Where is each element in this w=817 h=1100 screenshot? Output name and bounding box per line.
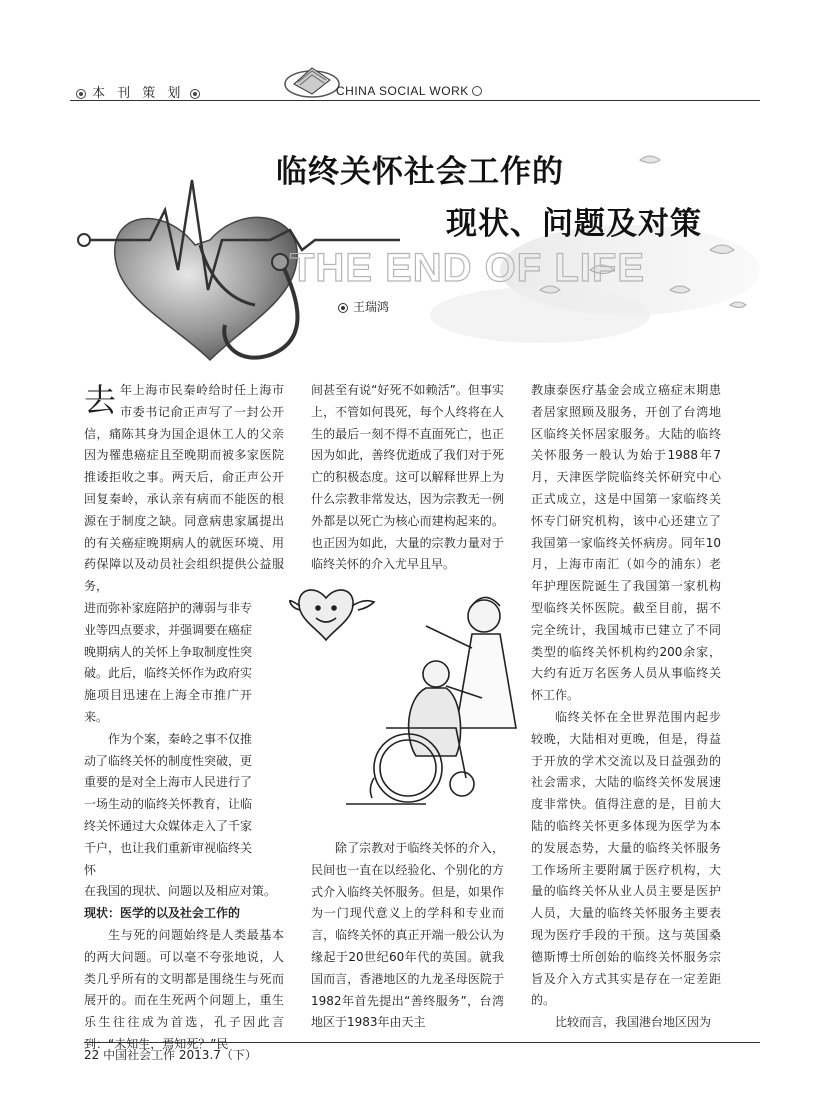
paragraph: 临终关怀在全世界范围内起步较晚，大陆相对更晚，但是，得益于开放的学术交流以及日益强劲的社会需求，大陆的临终关怀发展速度非常快。值得注意的是，目前大陆的临终关怀更多体现为医学为本的发展态势，大量的临终关怀服务工作场所主要附属于医疗机构，大量的临终关怀从业人员主要是医护人员，大量的临终关怀服务主要表现为医疗手段的干预。这与英国桑德斯博士所创始的临终关怀服务宗旨及介入方式其实是存在一定差距的。	[531, 709, 721, 1008]
text-column-3	[531, 380, 721, 1034]
paragraph: 作为个案，秦岭之事不仅推动了临终关怀的制度性突破，更重要的是对全上海市人民进行了一场生动的临终关怀教育，让临终关怀通过大众媒体走入了千家千户，也让我们重新审视临终关怀	[84, 731, 253, 877]
paragraph: 除了宗教对于临终关怀的介入，民间也一直在以经验化、个别化的方式介入临终关怀服务。但是，如果作为一门现代意义上的学科和专业而言，临终关怀的真正开端一般公认为缘起于20世纪60年代的英国。就我国而言，香港地区的九龙圣母医院于1982年首先提出“善终服务”，台湾地区于1983年由天主	[311, 841, 504, 1030]
wheelchair-illustration	[286, 578, 526, 818]
text-column-2	[311, 380, 504, 576]
bullet-icon	[76, 89, 86, 99]
magazine-name: CHINA SOCIAL WORK	[336, 84, 469, 98]
bullet-icon	[472, 86, 482, 96]
author-byline	[338, 298, 389, 315]
paragraph: 间甚至有说“好死不如赖活”。但事实上，不管如何畏死，每个人终将在人生的最后一刻不得不直面死亡，也正因为如此，善终优逝成了我们对于死亡的积极态度。这可以解释世界上为什么宗教非常发达，因为宗教无一例外都是以死亡为核心而建构起来的。也正因为如此，大量的宗教力量对于临终关怀的介入尤早且早。	[311, 383, 504, 572]
paragraph-text: 年上海市民秦岭给时任上海市市委书记俞正声写了一封公开信，痛陈其身为国企退休工人的父亲因为罹患癌症且至晚期而被多家医院推诿拒收之事。两天后，俞正声公开回复秦岭，承认亲有病而不能医的根源在于制度之缺。同意病患家属提出的有关癌症晚期病人的就医环境、用药保障以及动员社会组织提供公益服务，	[84, 383, 284, 594]
text-column-2-lower	[311, 838, 504, 1034]
section-subheading: 现状：医学的以及社会工作的	[84, 906, 241, 921]
author-name: 王瑞鸿	[353, 300, 390, 314]
footer-rule	[84, 1042, 760, 1043]
bullet-icon	[338, 303, 348, 313]
winged-heart-icon	[299, 590, 353, 640]
section-label-text: 本 刊 策 划	[92, 86, 185, 101]
title-watermark: THE END OF LIFE	[290, 246, 645, 290]
paragraph: 比较而言，我国港台地区因为	[555, 1015, 712, 1030]
text-column-1	[84, 380, 284, 1056]
paragraph: 生与死的问题始终是人类最基本的两大问题。可以毫不夸张地说，人类几乎所有的文明都是围绕生与死而展开的。而在生死两个问题上，重生乐生往往成为首选，孔子因此言到：“未知生，焉知死？”民	[84, 927, 284, 1051]
article-title-line2: 现状、问题及对策	[446, 206, 702, 242]
article-title-line1: 临终关怀社会工作的	[276, 154, 564, 190]
running-header	[70, 80, 760, 102]
paragraph	[84, 380, 284, 598]
magazine-book-icon	[284, 54, 340, 98]
paragraph: 教康泰医疗基金会成立癌症末期患者居家照顾及服务，开创了台湾地区临终关怀居家服务。大陆的临终关怀服务一般认为始于1988年7月，天津医学院临终关怀研究中心正式成立，这是中国第一家临终关怀专门研究机构，该中心还建立了我国第一家临终关怀病房。同年10月，上海市南汇（如今的浦东）老年护理医院诞生了我国第一家机构型临终关怀医院。截至目前，据不完全统计，我国城市已建立了不同类型的临终关怀机构约200余家，大约有近万名医务人员从事临终关怀工作。	[531, 383, 721, 703]
paragraph: 进而弥补家庭陪护的薄弱与非专业等四点要求，并强调要在癌症晚期病人的关怀上争取制度性突破。此后，临终关怀作为政府实施项目迅速在上海全市推广开来。	[84, 600, 253, 724]
page-footer	[84, 1046, 760, 1066]
page-number-info: 22 中国社会工作 2013.7（下）	[84, 1048, 257, 1062]
section-label	[70, 82, 206, 101]
drop-cap: 去	[84, 381, 117, 419]
header-rule	[70, 100, 760, 101]
bullet-icon	[190, 89, 200, 99]
paragraph: 在我国的现状、问题以及相应对策。	[84, 884, 277, 899]
